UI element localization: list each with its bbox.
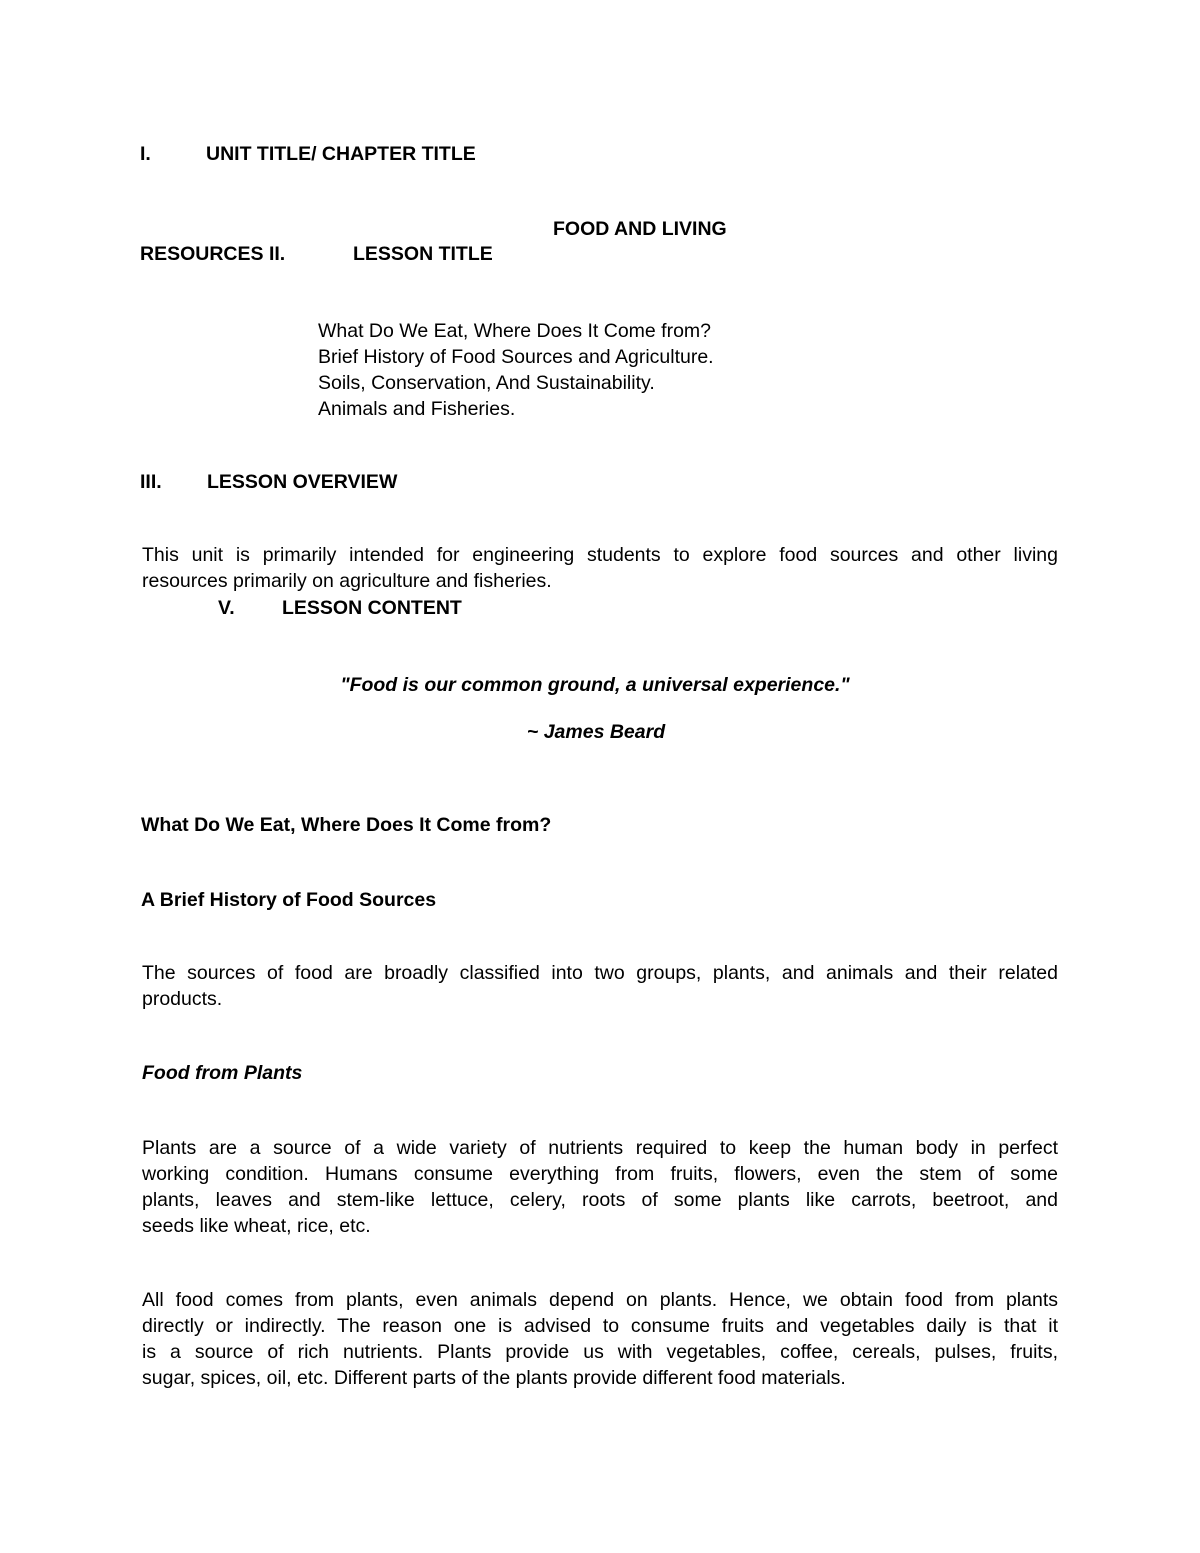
body-paragraph <box>142 1135 1058 1239</box>
lesson-title-item: Brief History of Food Sources and Agriculture. <box>318 346 714 368</box>
paragraph-line: sugar, spices, oil, etc. Different parts of the plants provide different food materials. <box>142 1367 846 1389</box>
section-numeral-overview: III. <box>140 471 162 493</box>
body-paragraph <box>142 960 1058 1012</box>
paragraph-line: directly or indirectly. The reason one is advised to consume fruits and vegetables daily is that it <box>142 1315 1058 1337</box>
lesson-title-item: What Do We Eat, Where Does It Come from? <box>318 320 712 342</box>
lesson-title-item: Soils, Conservation, And Sustainability. <box>318 372 655 394</box>
lesson-titles-list <box>318 318 714 422</box>
lesson-title-heading: LESSON TITLE <box>353 243 493 265</box>
section-numeral-unit: I. <box>140 143 151 165</box>
paragraph-line: is a source of rich nutrients. Plants provide us with vegetables, coffee, cereals, pulses, fruits, <box>142 1341 1058 1363</box>
unit-title-value: FOOD AND LIVING <box>553 218 727 240</box>
unit-title-value-continued: RESOURCES II. <box>140 243 286 265</box>
paragraph-line: This unit is primarily intended for engineering students to explore food sources and other living <box>142 544 1058 566</box>
paragraph-line: The sources of food are broadly classified into two groups, plants, and animals and their related <box>142 962 1058 984</box>
body-paragraph <box>142 1287 1058 1391</box>
lesson-overview-heading: LESSON OVERVIEW <box>207 471 398 493</box>
overview-paragraph <box>142 542 1058 594</box>
lesson-title-item: Animals and Fisheries. <box>318 398 516 420</box>
quote-text: "Food is our common ground, a universal experience." <box>340 674 850 696</box>
section-numeral-content: V. <box>218 597 235 619</box>
paragraph-line: resources primarily on agriculture and fisheries. <box>142 570 552 592</box>
section-heading: What Do We Eat, Where Does It Come from? <box>141 814 552 836</box>
paragraph-line: Plants are a source of a wide variety of nutrients required to keep the human body in perfect <box>142 1137 1058 1159</box>
section-subheading: A Brief History of Food Sources <box>141 889 437 911</box>
paragraph-line: All food comes from plants, even animals depend on plants. Hence, we obtain food from plants <box>142 1289 1058 1311</box>
paragraph-line: working condition. Humans consume everything from fruits, flowers, even the stem of some <box>142 1163 1058 1185</box>
food-from-plants-heading: Food from Plants <box>142 1062 303 1084</box>
paragraph-line: seeds like wheat, rice, etc. <box>142 1215 371 1237</box>
unit-title-heading: UNIT TITLE/ CHAPTER TITLE <box>206 143 476 165</box>
quote-author: ~ James Beard <box>526 721 666 743</box>
paragraph-line: plants, leaves and stem-like lettuce, celery, roots of some plants like carrots, beetroot, and <box>142 1189 1058 1211</box>
lesson-content-heading: LESSON CONTENT <box>282 597 462 619</box>
paragraph-line: products. <box>142 988 223 1010</box>
